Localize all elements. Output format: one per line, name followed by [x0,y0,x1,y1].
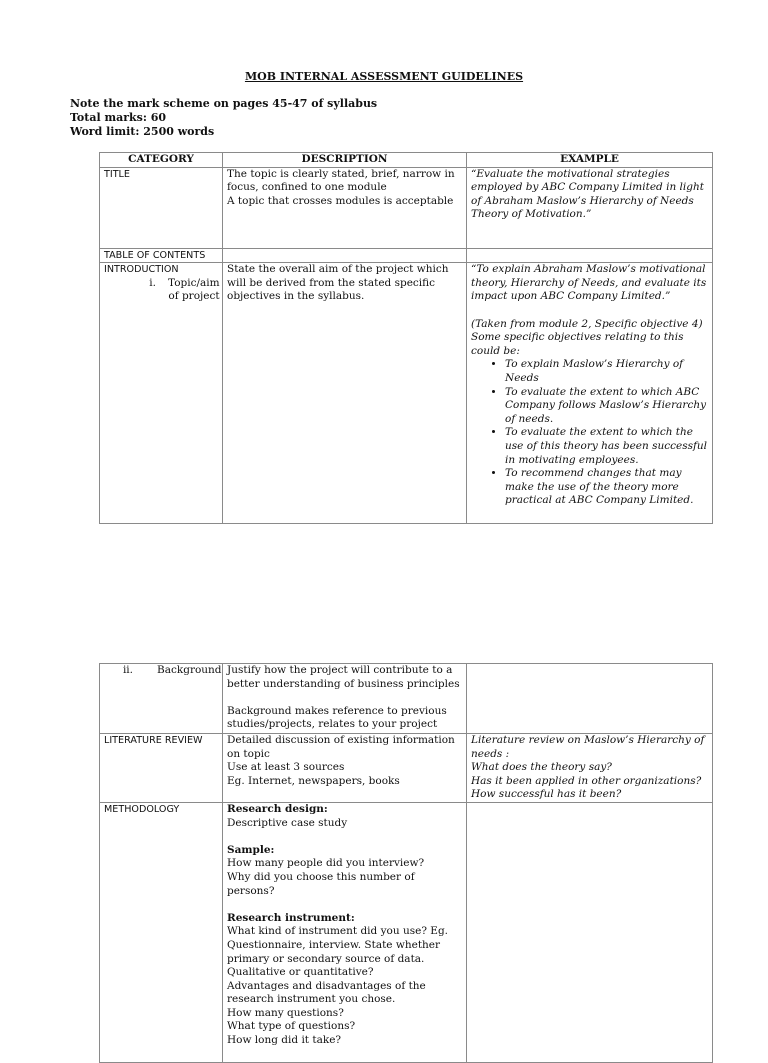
page-title: MOB INTERNAL ASSESSMENT GUIDELINES [244,70,524,83]
example-methodology [467,802,713,1062]
guidelines-table-1 [99,152,713,524]
research-design-text: Descriptive case study [227,816,348,829]
category-introduction [100,263,223,524]
research-instrument-heading: Research instrument: [227,911,355,924]
list-item: • To explain Maslow’s Hierarchy of Needs [505,358,708,385]
sample-line: How many people did you interview? [227,857,425,870]
instrument-line: Advantages and disadvantages of the research instrument you chose. [227,979,426,1006]
table-row-methodology [100,802,713,1062]
instrument-line: How many questions? [227,1006,344,1019]
example-line: What does the theory say? [471,761,612,774]
note-mark-scheme: Note the mark scheme on pages 45-47 of syllabus [70,97,378,110]
example-literature-review [467,734,713,803]
table-row-introduction [100,263,713,524]
category-background [100,664,223,734]
description-toc [223,248,467,263]
list-item: • To evaluate the extent to which ABC Company follows Maslow’s Hierarchy of needs. [505,386,708,427]
table-header-row [100,153,713,168]
description-line: Justify how the project will contribute to a better understanding of business principles [227,664,460,690]
instrument-line: What type of questions? [227,1020,356,1033]
example-introduction [467,263,713,524]
header-example: EXAMPLE [467,153,713,168]
description-line: Use at least 3 sources [227,761,345,774]
category-literature-review: LITERATURE REVIEW [100,734,223,803]
category-title: TITLE [100,167,223,248]
table-row-title [100,167,713,248]
description-background [223,664,467,734]
subsection-background [104,664,222,678]
table-row-background [100,664,713,734]
instrument-line: What kind of instrument did you use? Eg. Questionnaire, interview. State whether primary or secondary source of data. [227,925,449,965]
subsection-label: Topic/aim of project [168,276,220,303]
subsection-number: i. [149,276,156,289]
header-category: CATEGORY [100,153,223,168]
subsection-topic-aim [104,277,218,304]
note-total-marks: Total marks: 60 [70,111,167,124]
description-line: Eg. Internet, newspapers, books [227,774,400,787]
guidelines-table-2 [99,663,713,1063]
header-description: DESCRIPTION [223,153,467,168]
table-row-literature-review [100,734,713,803]
sample-heading: Sample: [227,843,275,856]
list-item: • To recommend changes that may make the use of the theory more practical at ABC Company Limited. [505,467,708,508]
example-source-note: (Taken from module 2, Specific objective 4) [471,317,703,330]
note-word-limit: Word limit: 2500 words [70,125,215,138]
example-background [467,664,713,734]
description-line: A topic that crosses modules is acceptable [227,194,454,207]
sample-line: Why did you choose this number of persons? [227,870,415,897]
example-quote: “To explain Abraham Maslow’s motivational theory, Hierarchy of Needs, and evaluate its impact upon ABC Company Limited.” [471,263,707,303]
example-line: Has it been applied in other organizations? [471,774,702,787]
category-toc: TABLE OF CONTENTS [100,248,223,263]
instrument-line: Qualitative or quantitative? [227,966,374,979]
category-introduction-label: INTRODUCTION [104,264,179,276]
subsection-label: Background [157,664,222,676]
example-lead: Some specific objectives relating to this could be: [471,331,684,357]
description-line: Background makes reference to previous studies/projects, relates to your project [227,704,447,731]
description-literature-review [223,734,467,803]
subsection-number: ii. [122,664,133,676]
assessment-notes [70,97,377,139]
research-design-heading: Research design: [227,802,328,815]
example-line: Literature review on Maslow’s Hierarchy of needs : [471,734,705,760]
objectives-list [471,358,708,508]
table-row-toc [100,248,713,263]
description-title [223,167,467,248]
example-toc [467,248,713,263]
description-methodology [223,802,467,1062]
description-line: Detailed discussion of existing information on topic [227,734,455,760]
instrument-line: How long did it take? [227,1034,342,1047]
example-line: How successful has it been? [471,788,622,801]
list-item: • To evaluate the extent to which the use of this theory has been successful in motivating employees. [505,426,708,467]
example-title: “Evaluate the motivational strategies employed by ABC Company Limited in light of Abraham Maslow’s Hierarchy of Needs Theory of Motivation.” [467,167,713,248]
description-introduction: State the overall aim of the project which will be derived from the stated specific objectives in the syllabus. [223,263,467,524]
description-line: The topic is clearly stated, brief, narrow in focus, confined to one module [227,167,455,194]
category-methodology: METHODOLOGY [100,802,223,1062]
